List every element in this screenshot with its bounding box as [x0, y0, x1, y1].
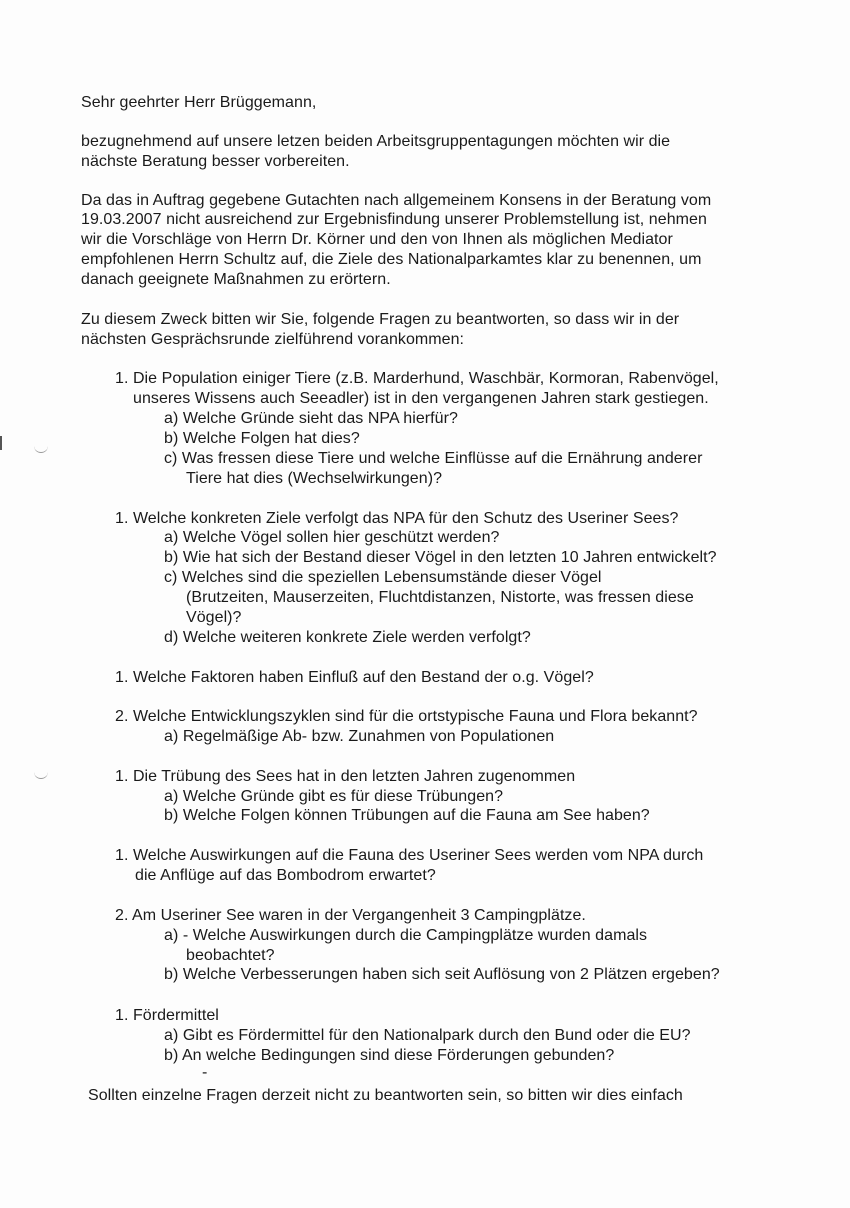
- question-8-item-a: a) Gibt es Fördermittel für den Nationalpark durch den Bund oder die EU?: [164, 1027, 691, 1044]
- question-4-item-a: a) Regelmäßige Ab- bzw. Zunahmen von Populationen: [164, 728, 555, 745]
- question-2: 1. Welche konkreten Ziele verfolgt das NPA für den Schutz des Useriner Sees?: [115, 510, 679, 527]
- intro-line-2: nächste Beratung besser vorbereiten.: [81, 153, 350, 170]
- question-8-item-b: b) An welche Bedingungen sind diese Förderungen gebunden?: [164, 1047, 615, 1064]
- para3-line-1: Zu diesem Zweck bitten wir Sie, folgende Fragen zu beantworten, so dass wir in der: [81, 311, 680, 328]
- stray-dash: -: [202, 1064, 208, 1081]
- salutation: Sehr geehrter Herr Brüggemann,: [81, 94, 317, 111]
- question-5-item-a: a) Welche Gründe gibt es für diese Trübungen?: [164, 788, 504, 805]
- question-7-item-a-cont: beobachtet?: [186, 947, 275, 964]
- question-1-line-2: unseres Wissens auch Seeadler) ist in den vergangenen Jahren stark gestiegen.: [133, 390, 709, 407]
- intro-line-1: bezugnehmend auf unsere letzen beiden Arbeitsgruppentagungen möchten wir die: [81, 133, 671, 150]
- question-1-item-a: a) Welche Gründe sieht das NPA hierfür?: [164, 410, 458, 427]
- para3-line-2: nächsten Gesprächsrunde zielführend vorankommen:: [81, 331, 465, 348]
- question-2-item-c-cont-2: Vögel)?: [186, 609, 242, 626]
- para2-line-2: 19.03.2007 nicht ausreichend zur Ergebnisfindung unserer Problemstellung ist, nehmen: [81, 211, 707, 228]
- question-2-item-b: b) Wie hat sich der Bestand dieser Vögel in den letzten 10 Jahren entwickelt?: [164, 549, 717, 566]
- question-5-item-b: b) Welche Folgen können Trübungen auf die Fauna am See haben?: [164, 807, 650, 824]
- hole-punch-mark: [34, 446, 48, 453]
- question-4: 2. Welche Entwicklungszyklen sind für die ortstypische Fauna und Flora bekannt?: [115, 708, 698, 725]
- question-3: 1. Welche Faktoren haben Einfluß auf den Bestand der o.g. Vögel?: [115, 669, 594, 686]
- scan-edge-mark: [0, 436, 2, 450]
- question-2-item-c: c) Welches sind die speziellen Lebensumstände dieser Vögel: [164, 569, 602, 586]
- para2-line-5: danach geeignete Maßnahmen zu erörtern.: [81, 271, 391, 288]
- question-7: 2. Am Useriner See waren in der Vergangenheit 3 Campingplätze.: [115, 907, 586, 924]
- question-5: 1. Die Trübung des Sees hat in den letzten Jahren zugenommen: [115, 768, 576, 785]
- question-7-item-b: b) Welche Verbesserungen haben sich seit Auflösung von 2 Plätzen ergeben?: [164, 966, 720, 983]
- question-6-line-1: 1. Welche Auswirkungen auf die Fauna des Useriner Sees werden vom NPA durch: [115, 847, 704, 864]
- question-1-item-c-cont: Tiere hat dies (Wechselwirkungen)?: [186, 470, 443, 487]
- question-6-line-2: die Anflüge auf das Bombodrom erwartet?: [135, 867, 436, 884]
- hole-punch-mark: [34, 772, 48, 779]
- question-1-line-1: 1. Die Population einiger Tiere (z.B. Marderhund, Waschbär, Kormoran, Rabenvögel,: [115, 370, 719, 387]
- para2-line-4: empfohlenen Herrn Schultz auf, die Ziele des Nationalparkamtes klar zu benennen, um: [81, 251, 702, 268]
- question-1-item-b: b) Welche Folgen hat dies?: [164, 430, 360, 447]
- closing-line: Sollten einzelne Fragen derzeit nicht zu beantworten sein, so bitten wir dies einfach: [88, 1087, 683, 1104]
- question-2-item-d: d) Welche weiteren konkrete Ziele werden verfolgt?: [164, 629, 531, 646]
- question-2-item-a: a) Welche Vögel sollen hier geschützt werden?: [164, 529, 500, 546]
- question-1-item-c: c) Was fressen diese Tiere und welche Einflüsse auf die Ernährung anderer: [164, 450, 703, 467]
- question-7-item-a: a) - Welche Auswirkungen durch die Campingplätze wurden damals: [164, 927, 648, 944]
- para2-line-1: Da das in Auftrag gegebene Gutachten nach allgemeinem Konsens in der Beratung vom: [81, 192, 712, 209]
- question-8: 1. Fördermittel: [115, 1007, 219, 1024]
- question-2-item-c-cont-1: (Brutzeiten, Mauserzeiten, Fluchtdistanzen, Nistorte, was fressen diese: [186, 589, 694, 606]
- para2-line-3: wir die Vorschläge von Herrn Dr. Körner und den von Ihnen als möglichen Mediator: [81, 231, 673, 248]
